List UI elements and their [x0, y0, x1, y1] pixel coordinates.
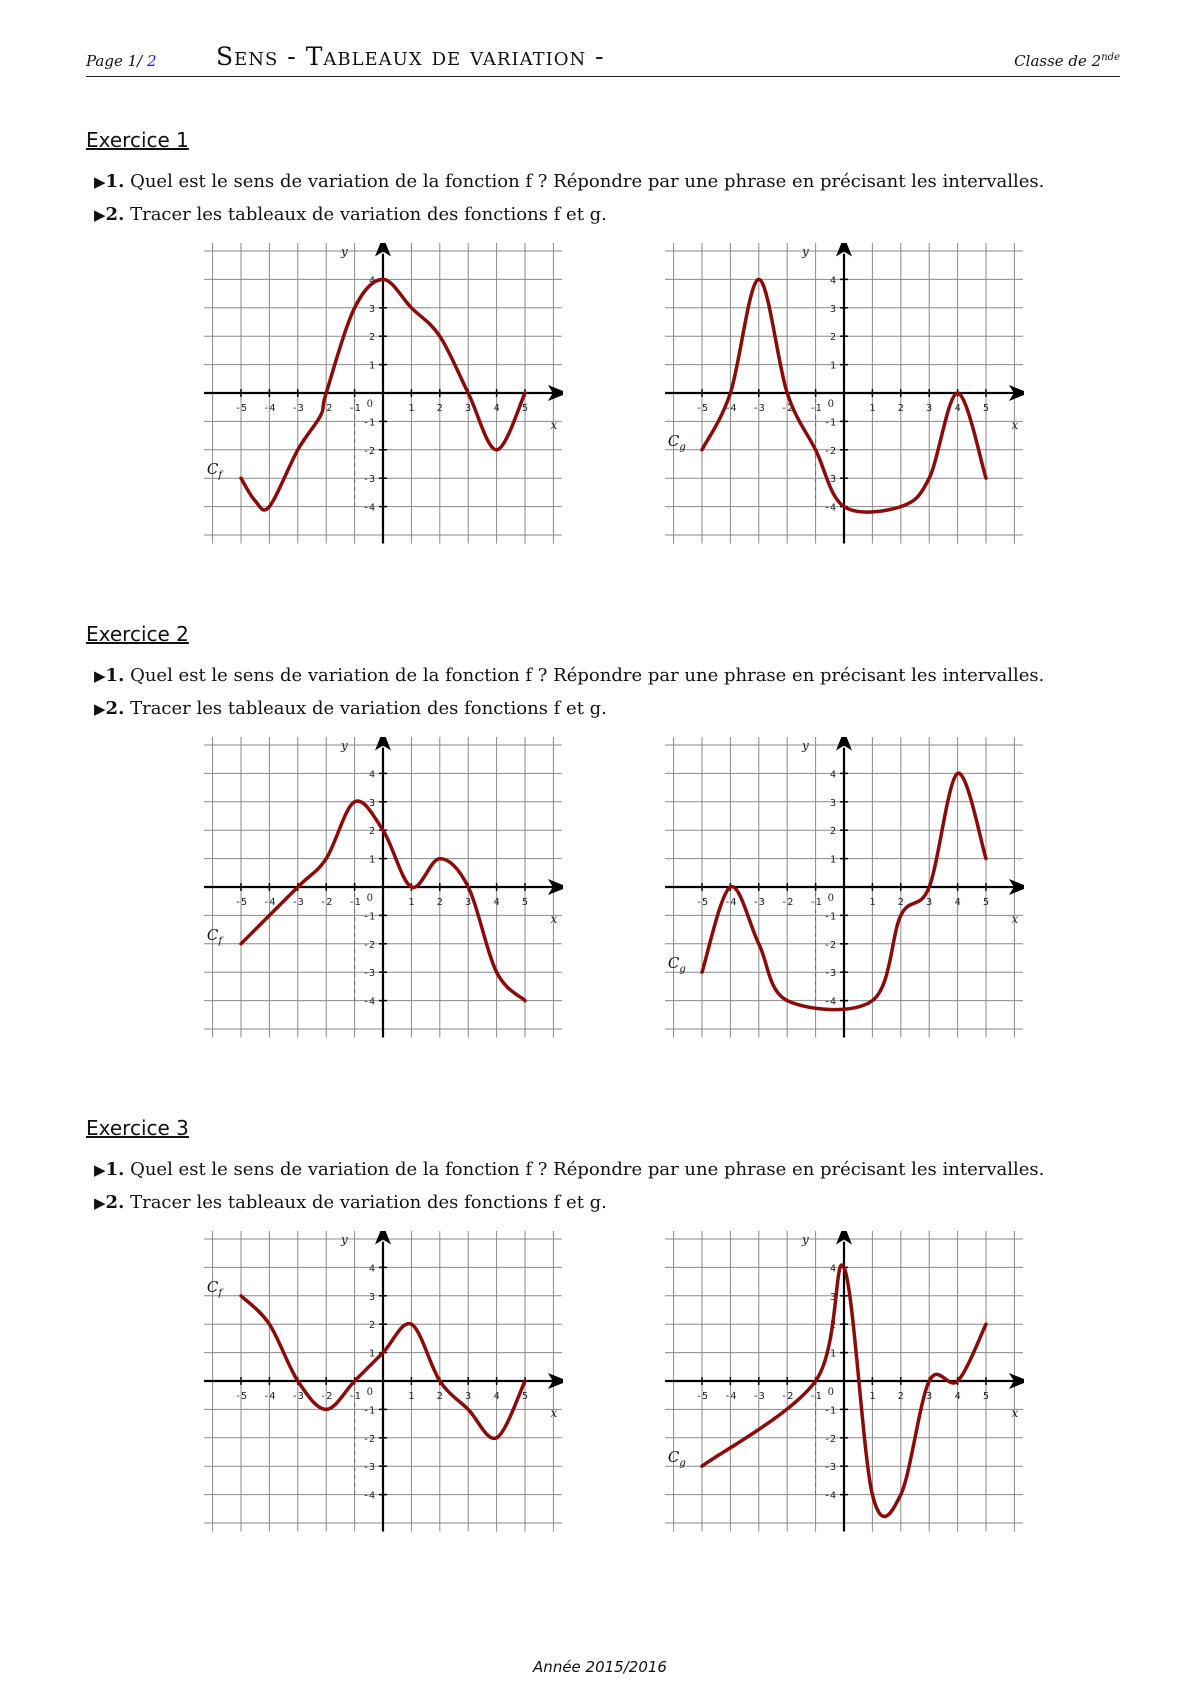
x-axis-label: x: [550, 912, 558, 926]
y-tick-label: 3: [829, 1291, 836, 1303]
y-tick-label: -3: [362, 968, 375, 980]
x-tick-label: -2: [320, 403, 333, 414]
class-label: Classe de 2nde: [1014, 52, 1120, 70]
x-tick-label: 4: [954, 403, 961, 414]
x-tick-label: -3: [291, 897, 304, 908]
y-tick-label: 2: [368, 1320, 375, 1332]
y-tick-label: -2: [823, 445, 836, 457]
curve-label: $C_g$: [667, 1448, 686, 1470]
x-tick-label: 3: [926, 403, 933, 414]
x-tick-label: -3: [752, 1391, 765, 1402]
x-tick-label: -3: [291, 403, 304, 414]
y-tick-label: 2: [829, 332, 836, 344]
question-2: ▶2. Tracer les tableaux de variation des fonctions f et g.: [94, 698, 607, 719]
x-tick-label: 3: [465, 1391, 472, 1402]
y-tick-label: 4: [829, 769, 836, 781]
x-tick-label: -3: [752, 897, 765, 908]
x-tick-label: -5: [695, 403, 709, 414]
x-axis-label: x: [550, 418, 558, 432]
y-tick-label: 1: [829, 1348, 836, 1360]
y-tick-label: 2: [829, 826, 836, 838]
x-tick-label: -5: [234, 1391, 248, 1402]
y-tick-label: 2: [368, 332, 375, 344]
y-axis-label: y: [802, 1232, 809, 1247]
y-tick-label: 1: [829, 360, 836, 372]
x-axis-label: x: [550, 1406, 558, 1420]
y-tick-label: -1: [823, 911, 836, 923]
graph-ex1-g: [664, 243, 1024, 553]
y-axis-label: y: [341, 1232, 348, 1247]
x-tick-label: 4: [493, 403, 500, 414]
graph-ex2-f: [203, 737, 563, 1047]
graph-ex2-g: [664, 737, 1024, 1047]
y-tick-label: -4: [823, 996, 836, 1008]
question-2: ▶2. Tracer les tableaux de variation des fonctions f et g.: [94, 204, 607, 225]
y-tick-label: -1: [823, 417, 836, 429]
origin-label: 0: [366, 1387, 373, 1398]
x-tick-label: 5: [521, 1391, 529, 1402]
y-tick-label: -3: [823, 968, 836, 980]
x-tick-label: 3: [926, 1391, 933, 1402]
y-tick-label: 2: [829, 1320, 836, 1332]
y-tick-label: 1: [368, 360, 375, 372]
x-tick-label: 4: [954, 897, 961, 908]
curve-label: $C_f$: [206, 925, 223, 947]
page-title: Sens - Tableaux de variation -: [216, 42, 605, 71]
y-tick-label: -4: [823, 502, 836, 514]
x-tick-label: -2: [320, 1391, 333, 1402]
x-tick-label: 5: [521, 897, 529, 908]
x-tick-label: 2: [897, 897, 904, 908]
x-tick-label: 2: [897, 403, 904, 414]
page-total-link[interactable]: 2: [147, 52, 157, 70]
curve-label: $C_g$: [667, 431, 686, 453]
y-tick-label: -4: [362, 502, 375, 514]
origin-label: 0: [827, 893, 834, 904]
x-tick-label: -2: [320, 897, 333, 908]
origin-label: 0: [827, 399, 834, 410]
x-tick-label: 4: [493, 1391, 500, 1402]
y-tick-label: -2: [823, 939, 836, 951]
x-tick-label: 2: [897, 1391, 904, 1402]
x-tick-label: -2: [781, 403, 794, 414]
page-footer: Année 2015/2016: [533, 1658, 667, 1676]
x-tick-label: -3: [752, 403, 765, 414]
x-tick-label: 1: [869, 1391, 876, 1402]
exercise-title: Exercice 2: [86, 622, 189, 646]
y-tick-label: 3: [368, 303, 375, 315]
y-tick-label: 3: [368, 797, 375, 809]
y-tick-label: -3: [362, 1462, 375, 1474]
x-tick-label: 5: [982, 897, 990, 908]
x-tick-label: -1: [348, 897, 361, 908]
curve-label: $C_f$: [206, 460, 223, 482]
y-tick-label: -1: [823, 1405, 836, 1417]
y-tick-label: 3: [829, 303, 836, 315]
y-tick-label: -4: [362, 996, 375, 1008]
graph-ex1-f: [203, 243, 563, 553]
x-tick-label: -5: [695, 1391, 709, 1402]
x-tick-label: -1: [809, 403, 822, 414]
origin-label: 0: [827, 1387, 834, 1398]
graph-ex3-g: [664, 1231, 1024, 1541]
x-tick-label: 4: [954, 1391, 961, 1402]
x-tick-label: -1: [348, 1391, 361, 1402]
x-tick-label: -4: [263, 403, 276, 414]
y-tick-label: 4: [829, 275, 836, 287]
y-tick-label: -1: [362, 1405, 375, 1417]
question-2: ▶2. Tracer les tableaux de variation des fonctions f et g.: [94, 1192, 607, 1213]
y-tick-label: -2: [823, 1433, 836, 1445]
y-tick-label: 1: [829, 854, 836, 866]
y-tick-label: -4: [823, 1490, 836, 1502]
x-tick-label: -1: [348, 403, 361, 414]
y-tick-label: -4: [362, 1490, 375, 1502]
y-tick-label: 1: [368, 1348, 375, 1360]
y-tick-label: -3: [823, 474, 836, 486]
x-tick-label: 2: [436, 1391, 443, 1402]
x-tick-label: -1: [809, 1391, 822, 1402]
x-tick-label: 1: [869, 403, 876, 414]
x-tick-label: -4: [263, 1391, 276, 1402]
x-tick-label: -1: [809, 897, 822, 908]
y-axis-label: y: [341, 244, 348, 259]
x-tick-label: 1: [408, 1391, 415, 1402]
x-tick-label: -2: [781, 897, 794, 908]
y-tick-label: 4: [829, 1263, 836, 1275]
y-axis-label: y: [341, 738, 348, 753]
y-tick-label: -3: [823, 1462, 836, 1474]
y-tick-label: -1: [362, 911, 375, 923]
x-tick-label: -4: [724, 1391, 737, 1402]
x-tick-label: 4: [493, 897, 500, 908]
page-header: [86, 38, 1120, 77]
x-tick-label: 1: [869, 897, 876, 908]
exercise-title: Exercice 3: [86, 1116, 189, 1140]
origin-label: 0: [366, 893, 373, 904]
x-tick-label: 5: [982, 1391, 990, 1402]
x-tick-label: 3: [926, 897, 933, 908]
y-axis-label: y: [802, 244, 809, 259]
x-tick-label: 3: [465, 897, 472, 908]
curve-label: $C_g$: [667, 954, 686, 976]
y-tick-label: -3: [362, 474, 375, 486]
y-axis-label: y: [802, 738, 809, 753]
y-tick-label: -2: [362, 939, 375, 951]
y-tick-label: 4: [368, 1263, 375, 1275]
y-tick-label: 3: [829, 797, 836, 809]
exercise-title: Exercice 1: [86, 128, 189, 152]
x-tick-label: 2: [436, 897, 443, 908]
x-tick-label: -5: [695, 897, 709, 908]
x-tick-label: 5: [982, 403, 990, 414]
x-tick-label: -4: [724, 403, 737, 414]
x-tick-label: 2: [436, 403, 443, 414]
y-tick-label: 2: [368, 826, 375, 838]
x-tick-label: -5: [234, 403, 248, 414]
x-axis-label: x: [1011, 418, 1019, 432]
x-tick-label: -2: [781, 1391, 794, 1402]
page-number: Page 1/ 2: [86, 52, 157, 70]
x-tick-label: -4: [724, 897, 737, 908]
graph-ex3-f: [203, 1231, 563, 1541]
y-tick-label: -2: [362, 1433, 375, 1445]
x-tick-label: 1: [408, 403, 415, 414]
y-tick-label: 4: [368, 769, 375, 781]
x-tick-label: -3: [291, 1391, 304, 1402]
origin-label: 0: [366, 399, 373, 410]
x-tick-label: 5: [521, 403, 529, 414]
question-1: ▶1. Quel est le sens de variation de la fonction f ? Répondre par une phrase en précisant les intervalles.: [94, 171, 1045, 192]
x-axis-label: x: [1011, 1406, 1019, 1420]
y-tick-label: -2: [362, 445, 375, 457]
question-1: ▶1. Quel est le sens de variation de la fonction f ? Répondre par une phrase en précisant les intervalles.: [94, 665, 1045, 686]
y-tick-label: 3: [368, 1291, 375, 1303]
x-tick-label: -5: [234, 897, 248, 908]
y-tick-label: 4: [368, 275, 375, 287]
y-tick-label: 1: [368, 854, 375, 866]
question-1: ▶1. Quel est le sens de variation de la fonction f ? Répondre par une phrase en précisant les intervalles.: [94, 1159, 1045, 1180]
x-tick-label: 3: [465, 403, 472, 414]
x-tick-label: 1: [408, 897, 415, 908]
curve-label: $C_f$: [206, 1277, 223, 1299]
x-axis-label: x: [1011, 912, 1019, 926]
x-tick-label: -4: [263, 897, 276, 908]
y-tick-label: -1: [362, 417, 375, 429]
